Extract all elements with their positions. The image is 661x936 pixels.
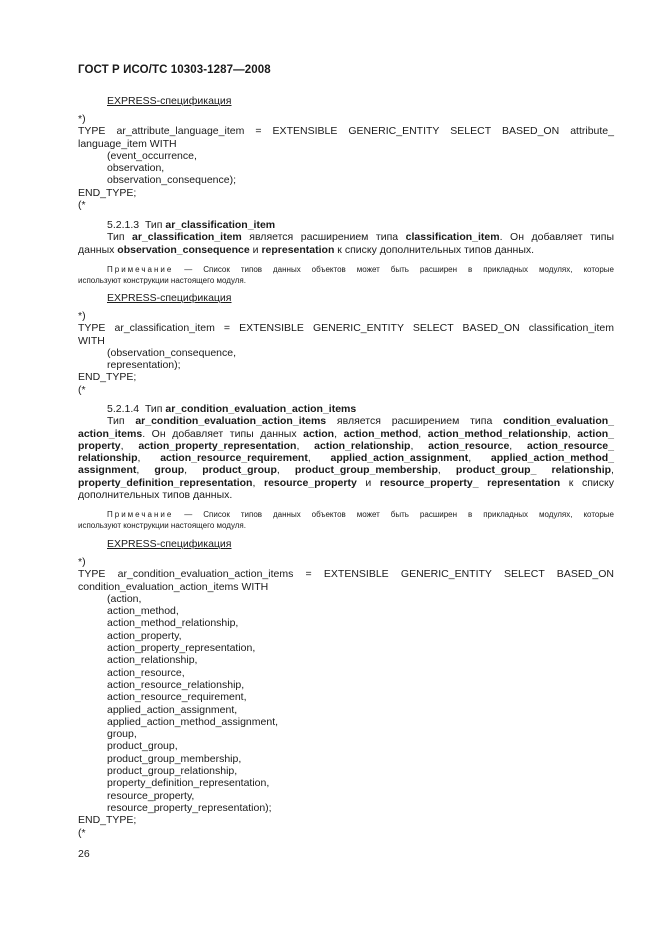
express-spec-label: EXPRESS-спецификация xyxy=(107,95,232,107)
note-heading: Примечание xyxy=(107,265,174,274)
code-item: resource_property, xyxy=(107,789,195,802)
code-item: action_method_relationship, xyxy=(107,617,239,630)
paragraph-line: assignment, group, product_group, product_group_membership, product_group_ relationship, xyxy=(78,464,614,477)
code-close: (* xyxy=(78,199,86,212)
code-open: *) xyxy=(78,310,86,322)
code-item: action_property, xyxy=(107,629,182,642)
code-end: END_TYPE; xyxy=(78,186,137,199)
code-item: property_definition_representation, xyxy=(107,777,270,790)
code-open: *) xyxy=(78,556,86,568)
code-item: applied_action_method_assignment, xyxy=(107,715,279,728)
code-item: action_resource_relationship, xyxy=(107,678,245,691)
code-close: (* xyxy=(78,826,86,839)
code-item: action_property_representation, xyxy=(107,642,256,655)
paragraph-line: relationship, action_resource_requirement, applied_action_assignment, applied_action_method_ xyxy=(78,452,615,465)
code-item: action_resource_requirement, xyxy=(107,691,247,704)
code-item: applied_action_assignment, xyxy=(107,703,238,716)
code-type-line: TYPE ar_condition_evaluation_action_items = EXTENSIBLE GENERIC_ENTITY SELECT BASED_ON xyxy=(78,568,614,581)
code-item: product_group_membership, xyxy=(107,752,242,765)
code-item: action_method, xyxy=(107,605,179,618)
express-code-block-1 xyxy=(78,113,614,211)
code-item: observation_consequence); xyxy=(107,174,237,187)
page-number: 26 xyxy=(78,848,90,860)
page-title: ГОСТ Р ИСО/ТС 10303-1287—2008 xyxy=(78,64,271,76)
code-item: observation, xyxy=(107,162,165,175)
section-heading: 5.2.1.3 Тип ar_classification_item xyxy=(107,219,276,231)
code-item: product_group_relationship, xyxy=(107,765,238,778)
code-item: (observation_consequence, xyxy=(107,346,237,359)
code-open: *) xyxy=(78,113,86,125)
note-heading: Примечание xyxy=(107,510,174,519)
code-type-line: condition_evaluation_action_items WITH xyxy=(78,580,269,593)
paragraph-line: дополнительных типов данных. xyxy=(78,489,233,502)
section-5-2-1-3 xyxy=(78,219,614,256)
paragraph-line: данных observation_consequence и representation к списку дополнительных типов данных. xyxy=(78,243,535,256)
code-item: (event_occurrence, xyxy=(107,149,197,162)
code-item: (action, xyxy=(107,592,142,605)
note-text: используют конструкции настоящего модуля. xyxy=(78,276,246,285)
note-text: — Список типов данных объектов может быть расширен в прикладных модулях, которые xyxy=(173,265,614,274)
code-type-line: WITH xyxy=(78,334,105,347)
express-spec-label: EXPRESS-спецификация xyxy=(107,538,232,550)
code-item: resource_property_representation); xyxy=(107,801,272,814)
code-item: representation); xyxy=(107,359,181,372)
paragraph-line: action_items. Он добавляет типы данных action, action_method, action_method_relationship, action_ xyxy=(78,427,615,440)
code-end: END_TYPE; xyxy=(78,814,137,827)
note-1 xyxy=(78,264,614,286)
paragraph-line: property, action_property_representation, action_relationship, action_resource, action_resource_ xyxy=(78,439,614,452)
section-5-2-1-4 xyxy=(78,403,614,501)
code-item: action_resource, xyxy=(107,666,185,679)
code-end: END_TYPE; xyxy=(78,371,137,384)
code-type-line: language_item WITH xyxy=(78,137,177,150)
paragraph-line: Тип ar_classification_item является расширением типа classification_item. Он добавляет типы xyxy=(107,231,614,244)
code-close: (* xyxy=(78,383,86,396)
code-item: product_group, xyxy=(107,740,178,753)
code-item: action_relationship, xyxy=(107,654,198,667)
paragraph-line: Тип ar_condition_evaluation_action_items является расширением типа condition_evaluation_ xyxy=(107,415,614,428)
section-heading: 5.2.1.4 Тип ar_condition_evaluation_action_items xyxy=(107,403,357,415)
express-spec-label: EXPRESS-спецификация xyxy=(107,292,232,304)
express-code-block-2 xyxy=(78,310,614,396)
note-text: — Список типов данных объектов может быть расширен в прикладных модулях, которые xyxy=(173,510,614,519)
express-code-block-3 xyxy=(78,556,614,839)
note-2 xyxy=(78,509,614,531)
paragraph-line: property_definition_representation, resource_property и resource_property_ representation к списку xyxy=(78,476,614,489)
code-type-line: TYPE ar_attribute_language_item = EXTENSIBLE GENERIC_ENTITY SELECT BASED_ON attribute_ xyxy=(78,125,614,138)
code-type-line: TYPE ar_classification_item = EXTENSIBLE GENERIC_ENTITY SELECT BASED_ON classification_item xyxy=(78,322,614,335)
note-text: используют конструкции настоящего модуля. xyxy=(78,521,246,530)
code-item: group, xyxy=(107,728,137,741)
